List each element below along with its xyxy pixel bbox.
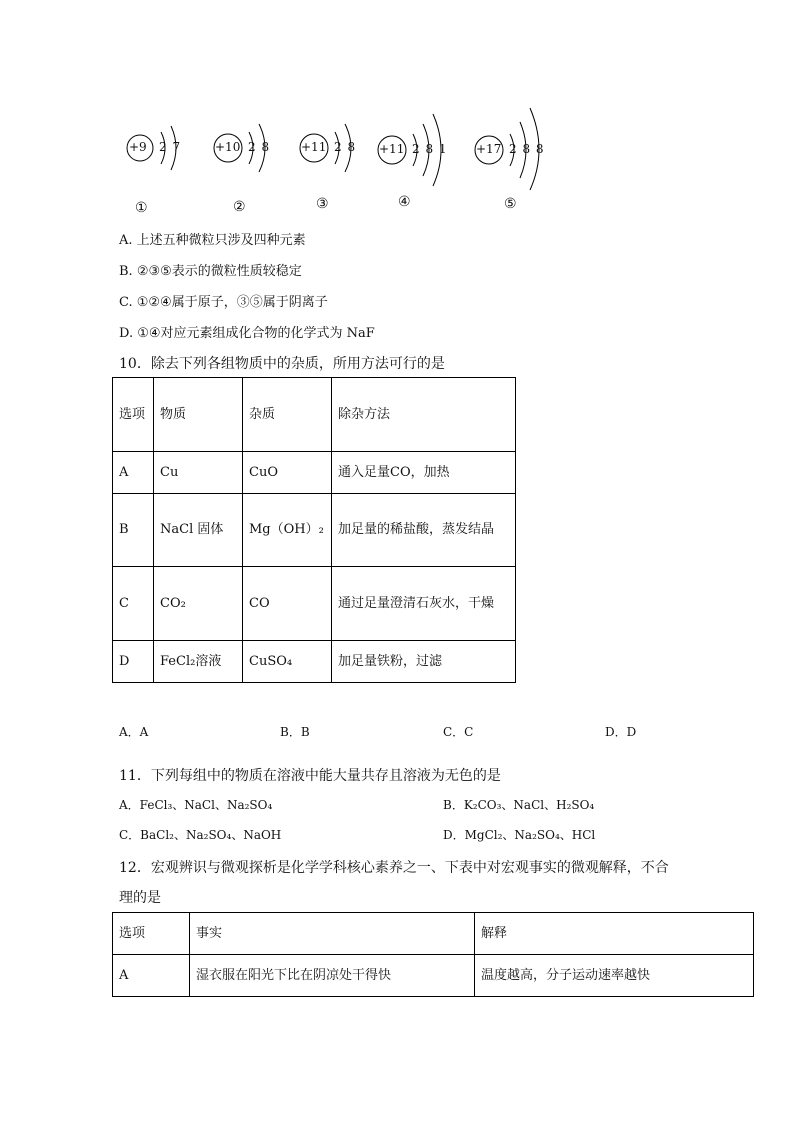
q9-option-b: B. ②③⑤表示的微粒性质较稳定 [119,264,302,279]
q12-stem-line2: 理的是 [119,890,161,906]
header-option: 选项 [113,913,190,955]
nucleus-charge: +9 [129,140,147,154]
q11-option-a: A．FeCl₃、NaCl、Na₂SO₄ [119,798,273,812]
table-row [113,641,516,683]
atom-diagram-5 [472,100,552,194]
table-row [113,494,516,567]
cell-option: C [113,567,154,641]
table-row [113,452,516,494]
cell-impurity: Mg（OH）₂ [243,494,332,567]
header-impurity: 杂质 [243,378,332,452]
cell-impurity: CuO [243,452,332,494]
q11-option-b: B．K₂CO₃、NaCl、H₂SO₄ [443,798,595,812]
cell-impurity: CO [243,567,332,641]
q10-table [112,377,516,683]
q11-option-c: C．BaCl₂、Na₂SO₄、NaOH [119,828,282,842]
cell-option: A [113,452,154,494]
nucleus-charge: +10 [215,140,241,154]
q10-answer-c: C．C [443,725,474,739]
table-header-row [113,378,516,452]
q10-answer-b: B．B [280,725,310,739]
q11-option-d: D．MgCl₂、Na₂SO₄、HCl [443,828,596,842]
electron-config: 2 8 1 [412,142,448,156]
atom-label-5: ⑤ [504,196,517,212]
atom-label-3: ③ [316,196,329,212]
table-row [113,955,754,997]
q10-answer-d: D．D [605,725,637,739]
q9-option-c: C. ①②④属于原子，③⑤属于阴离子 [119,295,328,310]
atom-diagram-3 [297,120,367,184]
nucleus-charge: +17 [476,142,502,156]
header-substance: 物质 [154,378,243,452]
cell-option: A [113,955,190,997]
cell-impurity: CuSO₄ [243,641,332,683]
header-fact: 事实 [190,913,475,955]
q10-answer-a: A．A [119,725,149,739]
cell-method: 加足量的稀盐酸，蒸发结晶 [332,494,516,567]
cell-fact: 湿衣服在阳光下比在阴凉处干得快 [190,955,475,997]
table-row [113,567,516,641]
cell-substance: CO₂ [154,567,243,641]
cell-option: D [113,641,154,683]
cell-substance: Cu [154,452,243,494]
header-method: 除杂方法 [332,378,516,452]
atom-label-1: ① [135,200,148,216]
cell-substance: NaCl 固体 [154,494,243,567]
atom-diagram-1 [125,120,195,184]
header-option: 选项 [113,378,154,452]
electron-config: 2 8 [334,140,357,154]
q12-table [112,912,754,997]
nucleus-charge: +11 [301,140,327,154]
nucleus-charge: +11 [379,142,405,156]
q11-stem: 11．下列每组中的物质在溶液中能大量共存且溶液为无色的是 [119,768,501,784]
q12-stem-line1: 12．宏观辨识与微观探析是化学学科核心素养之一、下表中对宏观事实的微观解释，不合 [119,860,669,876]
atom-diagram-4 [375,110,455,194]
cell-method: 通过足量澄清石灰水，干燥 [332,567,516,641]
q9-option-d: D. ①④对应元素组成化合物的化学式为 NaF [119,326,375,341]
table-header-row [113,913,754,955]
atom-label-2: ② [233,199,246,215]
atom-label-4: ④ [398,194,411,210]
atom-diagram-2 [211,120,281,184]
q9-option-a: A. 上述五种微粒只涉及四种元素 [119,233,306,248]
electron-config: 2 8 [248,140,271,154]
electron-config: 2 8 8 [509,142,545,156]
cell-option: B [113,494,154,567]
cell-explanation: 温度越高，分子运动速率越快 [475,955,754,997]
cell-method: 加足量铁粉，过滤 [332,641,516,683]
header-explanation: 解释 [475,913,754,955]
electron-config: 2 7 [159,140,182,154]
cell-substance: FeCl₂溶液 [154,641,243,683]
q10-stem: 10．除去下列各组物质中的杂质，所用方法可行的是 [119,356,445,372]
cell-method: 通入足量CO，加热 [332,452,516,494]
